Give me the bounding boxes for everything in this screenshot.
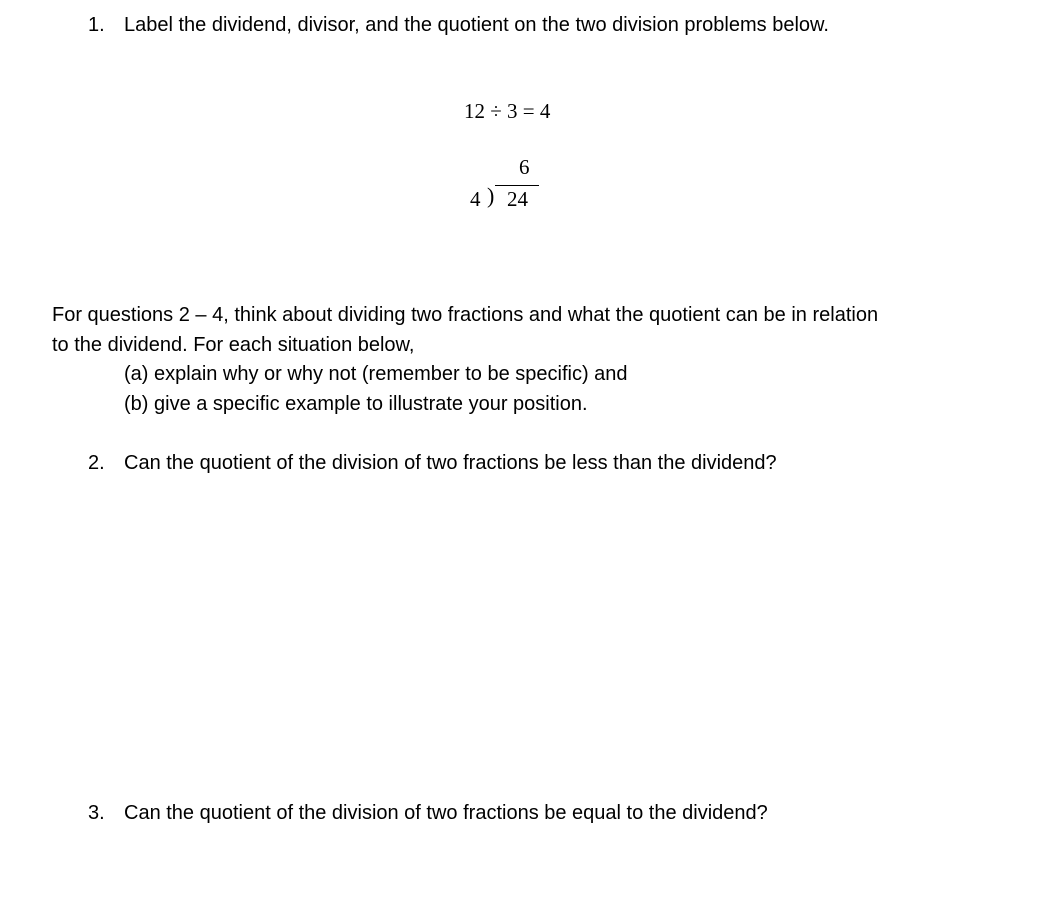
- division-equation: 12 ÷ 3 = 4: [464, 99, 551, 123]
- long-division-dividend: 24: [507, 187, 528, 211]
- question-1: [88, 12, 829, 38]
- question-3-number: 3.: [88, 802, 105, 824]
- question-2-text: Can the quotient of the division of two fractions be less than the dividend?: [124, 452, 777, 474]
- question-2: [88, 450, 777, 476]
- question-1-number: 1.: [88, 14, 105, 36]
- question-3-text: Can the quotient of the division of two fractions be equal to the dividend?: [124, 802, 768, 824]
- question-3: [88, 800, 768, 826]
- instructions-part-b: (b) give a specific example to illustrate your position.: [124, 393, 588, 415]
- instructions-part-a: (a) explain why or why not (remember to be specific) and: [124, 363, 628, 385]
- long-division-problem: [467, 155, 547, 215]
- instructions-line-1: For questions 2 – 4, think about dividing two fractions and what the quotient can be in relation: [52, 304, 879, 326]
- question-2-number: 2.: [88, 452, 105, 474]
- instructions-line-2: to the dividend. For each situation below,: [52, 334, 415, 356]
- long-division-divisor: 4: [470, 187, 481, 211]
- long-division-quotient: 6: [519, 155, 530, 179]
- long-division-bracket: ): [487, 183, 495, 208]
- long-division-bar: [495, 185, 539, 186]
- question-1-text: Label the dividend, divisor, and the quotient on the two division problems below.: [124, 14, 829, 36]
